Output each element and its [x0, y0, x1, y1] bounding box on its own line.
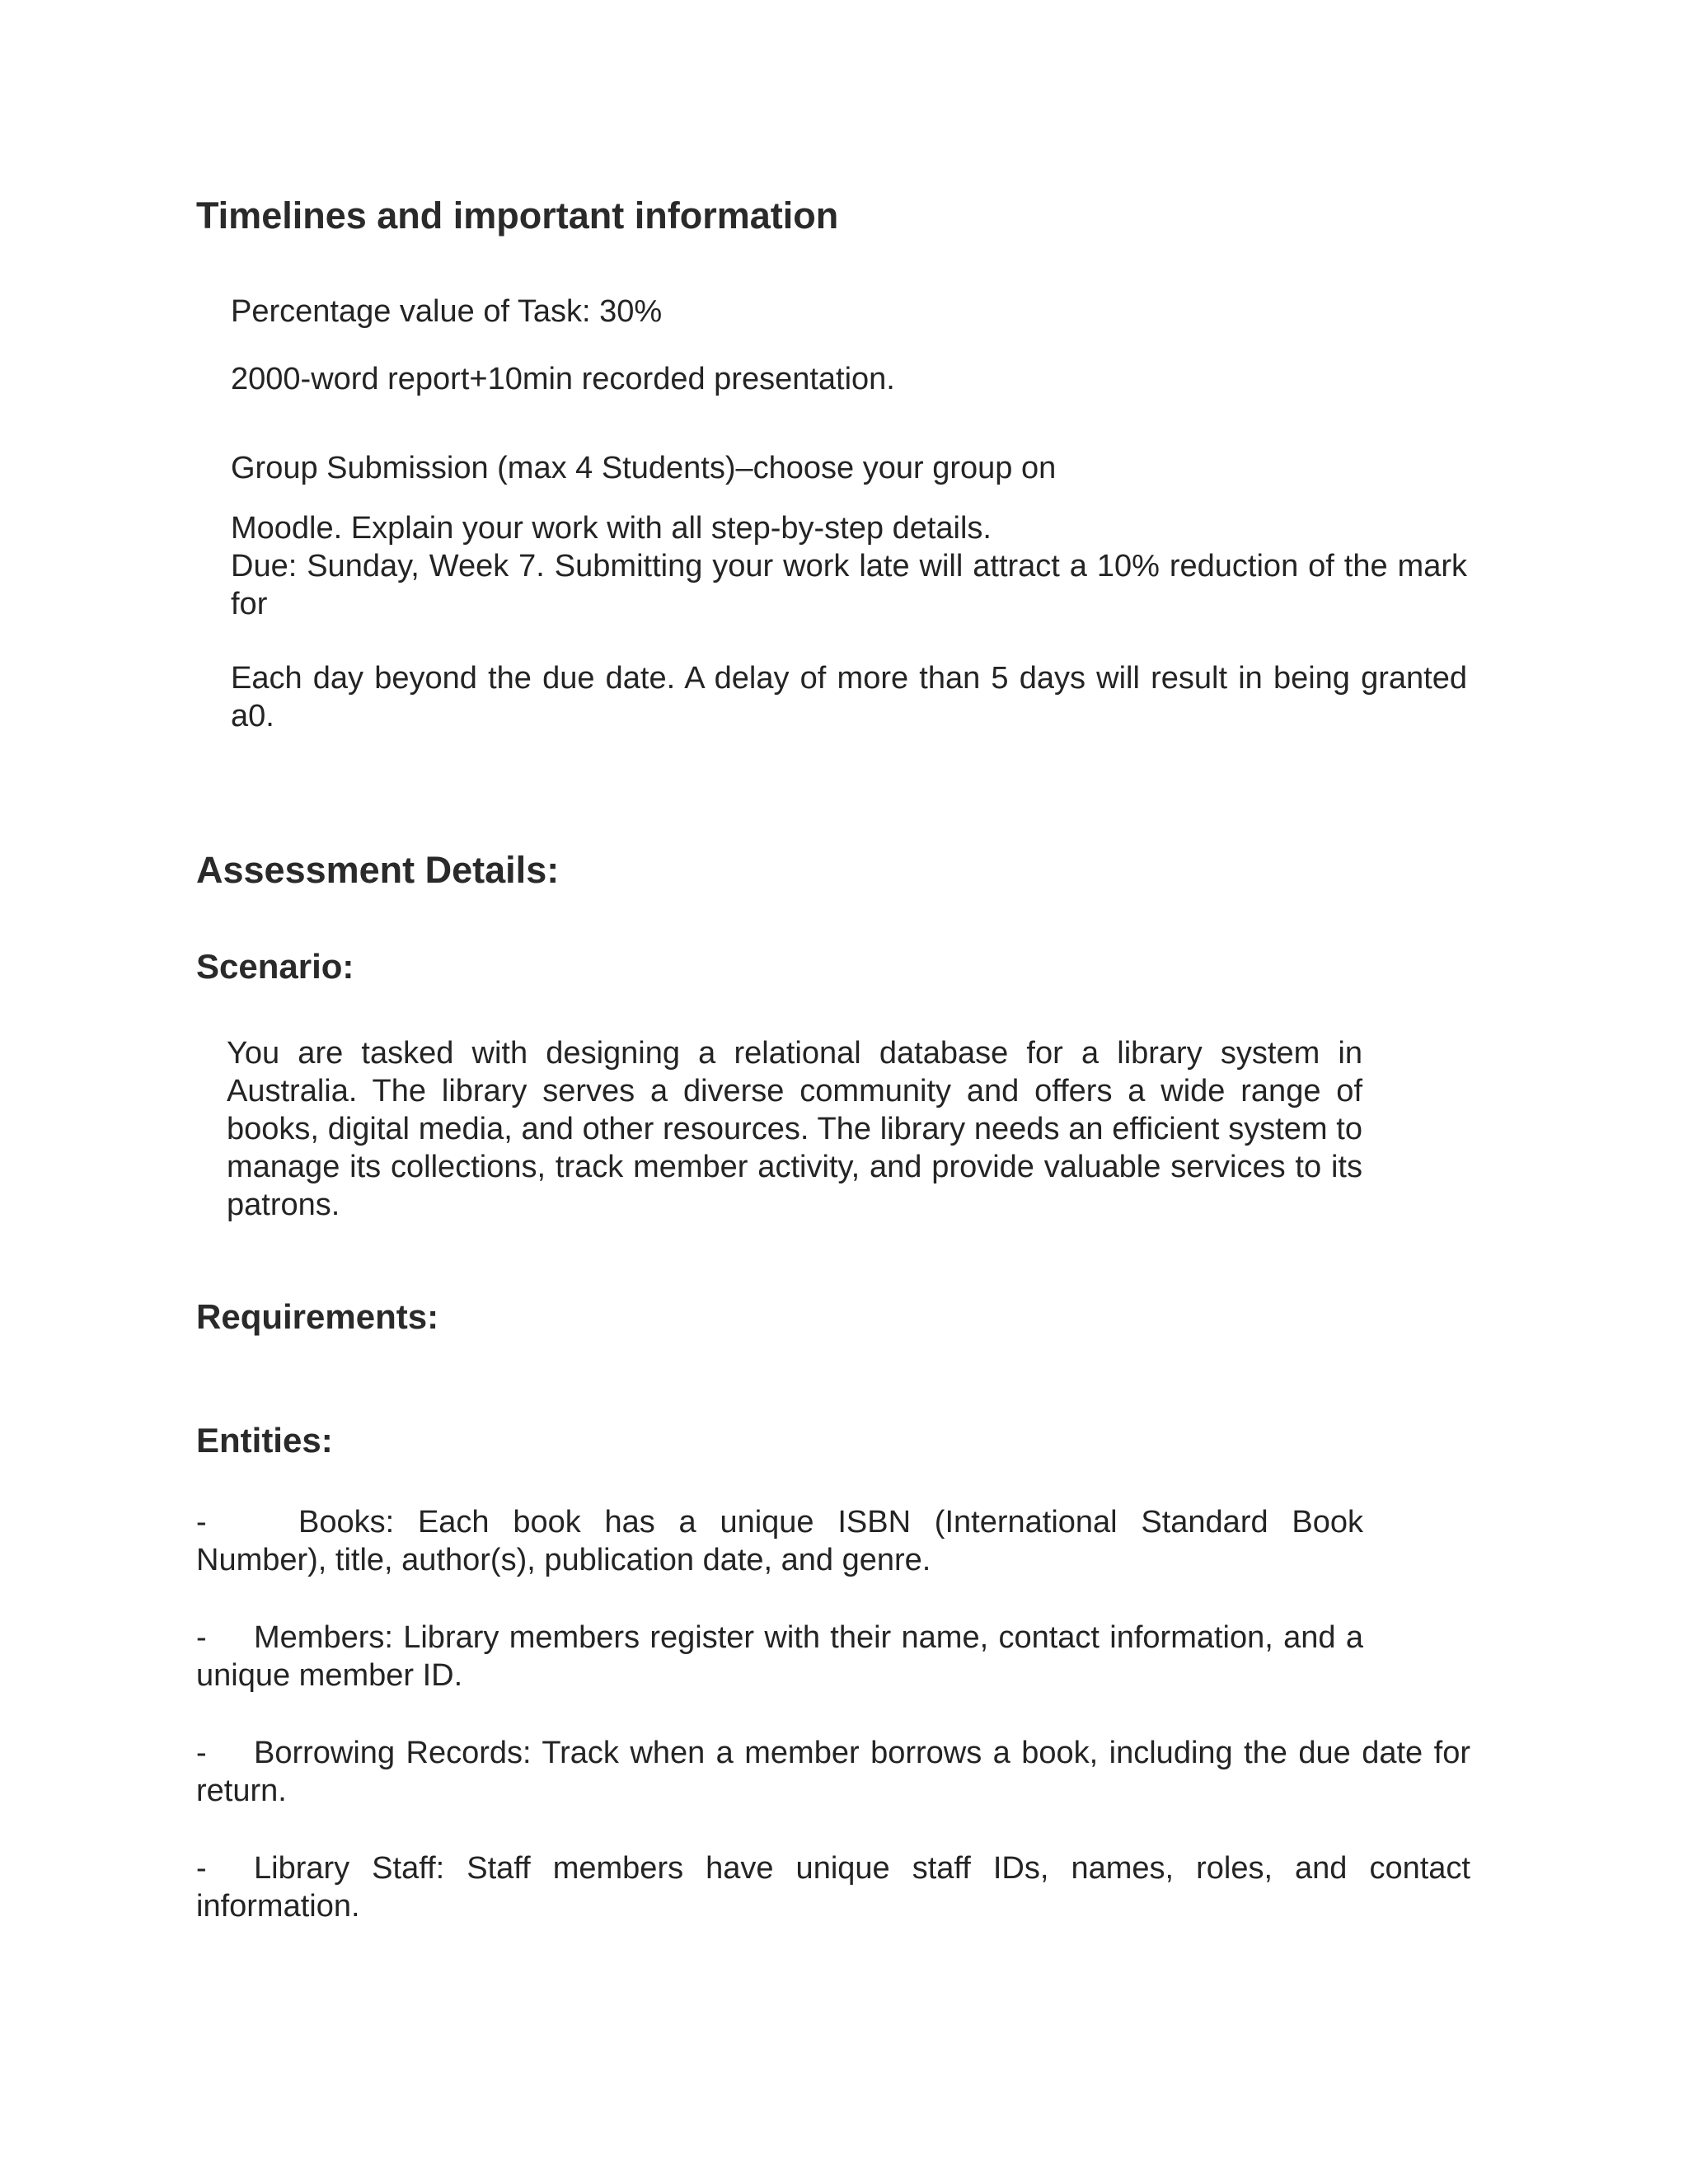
list-dash: -	[196, 1620, 207, 1655]
scenario-heading: Scenario:	[196, 947, 354, 986]
entity-item-text: Members: Library members register with their name, contact information, and a unique member ID.	[196, 1620, 1363, 1693]
list-dash: -	[196, 1505, 207, 1540]
entity-item-library-staff	[196, 1849, 1470, 1925]
late-penalty-text: Each day beyond the due date. A delay of more than 5 days will result in being granted a0.	[231, 661, 1467, 733]
scenario-paragraph: You are tasked with designing a relational database for a library system in Australia. The library serves a diverse community and offers a wide range of books, digital media, and other resources. The library needs an efficient system to manage its collections, track member activity, and provide valuable services to its patrons.	[227, 1036, 1362, 1222]
report-requirement-text: 2000-word report+10min recorded presentation.	[231, 362, 895, 396]
entity-item-members	[196, 1619, 1363, 1694]
entity-item-text: Borrowing Records: Track when a member borrows a book, including the due date for return.	[196, 1736, 1470, 1808]
entity-item-text: Library Staff: Staff members have unique staff IDs, names, roles, and contact information.	[196, 1851, 1470, 1924]
entity-item-borrowing-records	[196, 1734, 1470, 1810]
due-date-text: Due: Sunday, Week 7. Submitting your work late will attract a 10% reduction of the mark for	[231, 549, 1467, 621]
entity-item-books	[196, 1503, 1363, 1579]
entities-heading: Entities:	[196, 1421, 333, 1460]
assessment-details-heading: Assessment Details:	[196, 849, 560, 891]
requirements-heading: Requirements:	[196, 1297, 439, 1336]
entity-item-text: Books: Each book has a unique ISBN (International Standard Book Number), title, author(s), publication date, and genre.	[196, 1505, 1363, 1577]
group-submission-text: Group Submission (max 4 Students)–choose your group on	[231, 451, 1057, 485]
list-dash: -	[196, 1851, 207, 1886]
percentage-value-text: Percentage value of Task: 30%	[231, 294, 663, 329]
list-dash: -	[196, 1736, 207, 1770]
moodle-instructions-text: Moodle. Explain your work with all step-by-step details.	[231, 511, 992, 546]
timelines-heading: Timelines and important information	[196, 194, 839, 237]
